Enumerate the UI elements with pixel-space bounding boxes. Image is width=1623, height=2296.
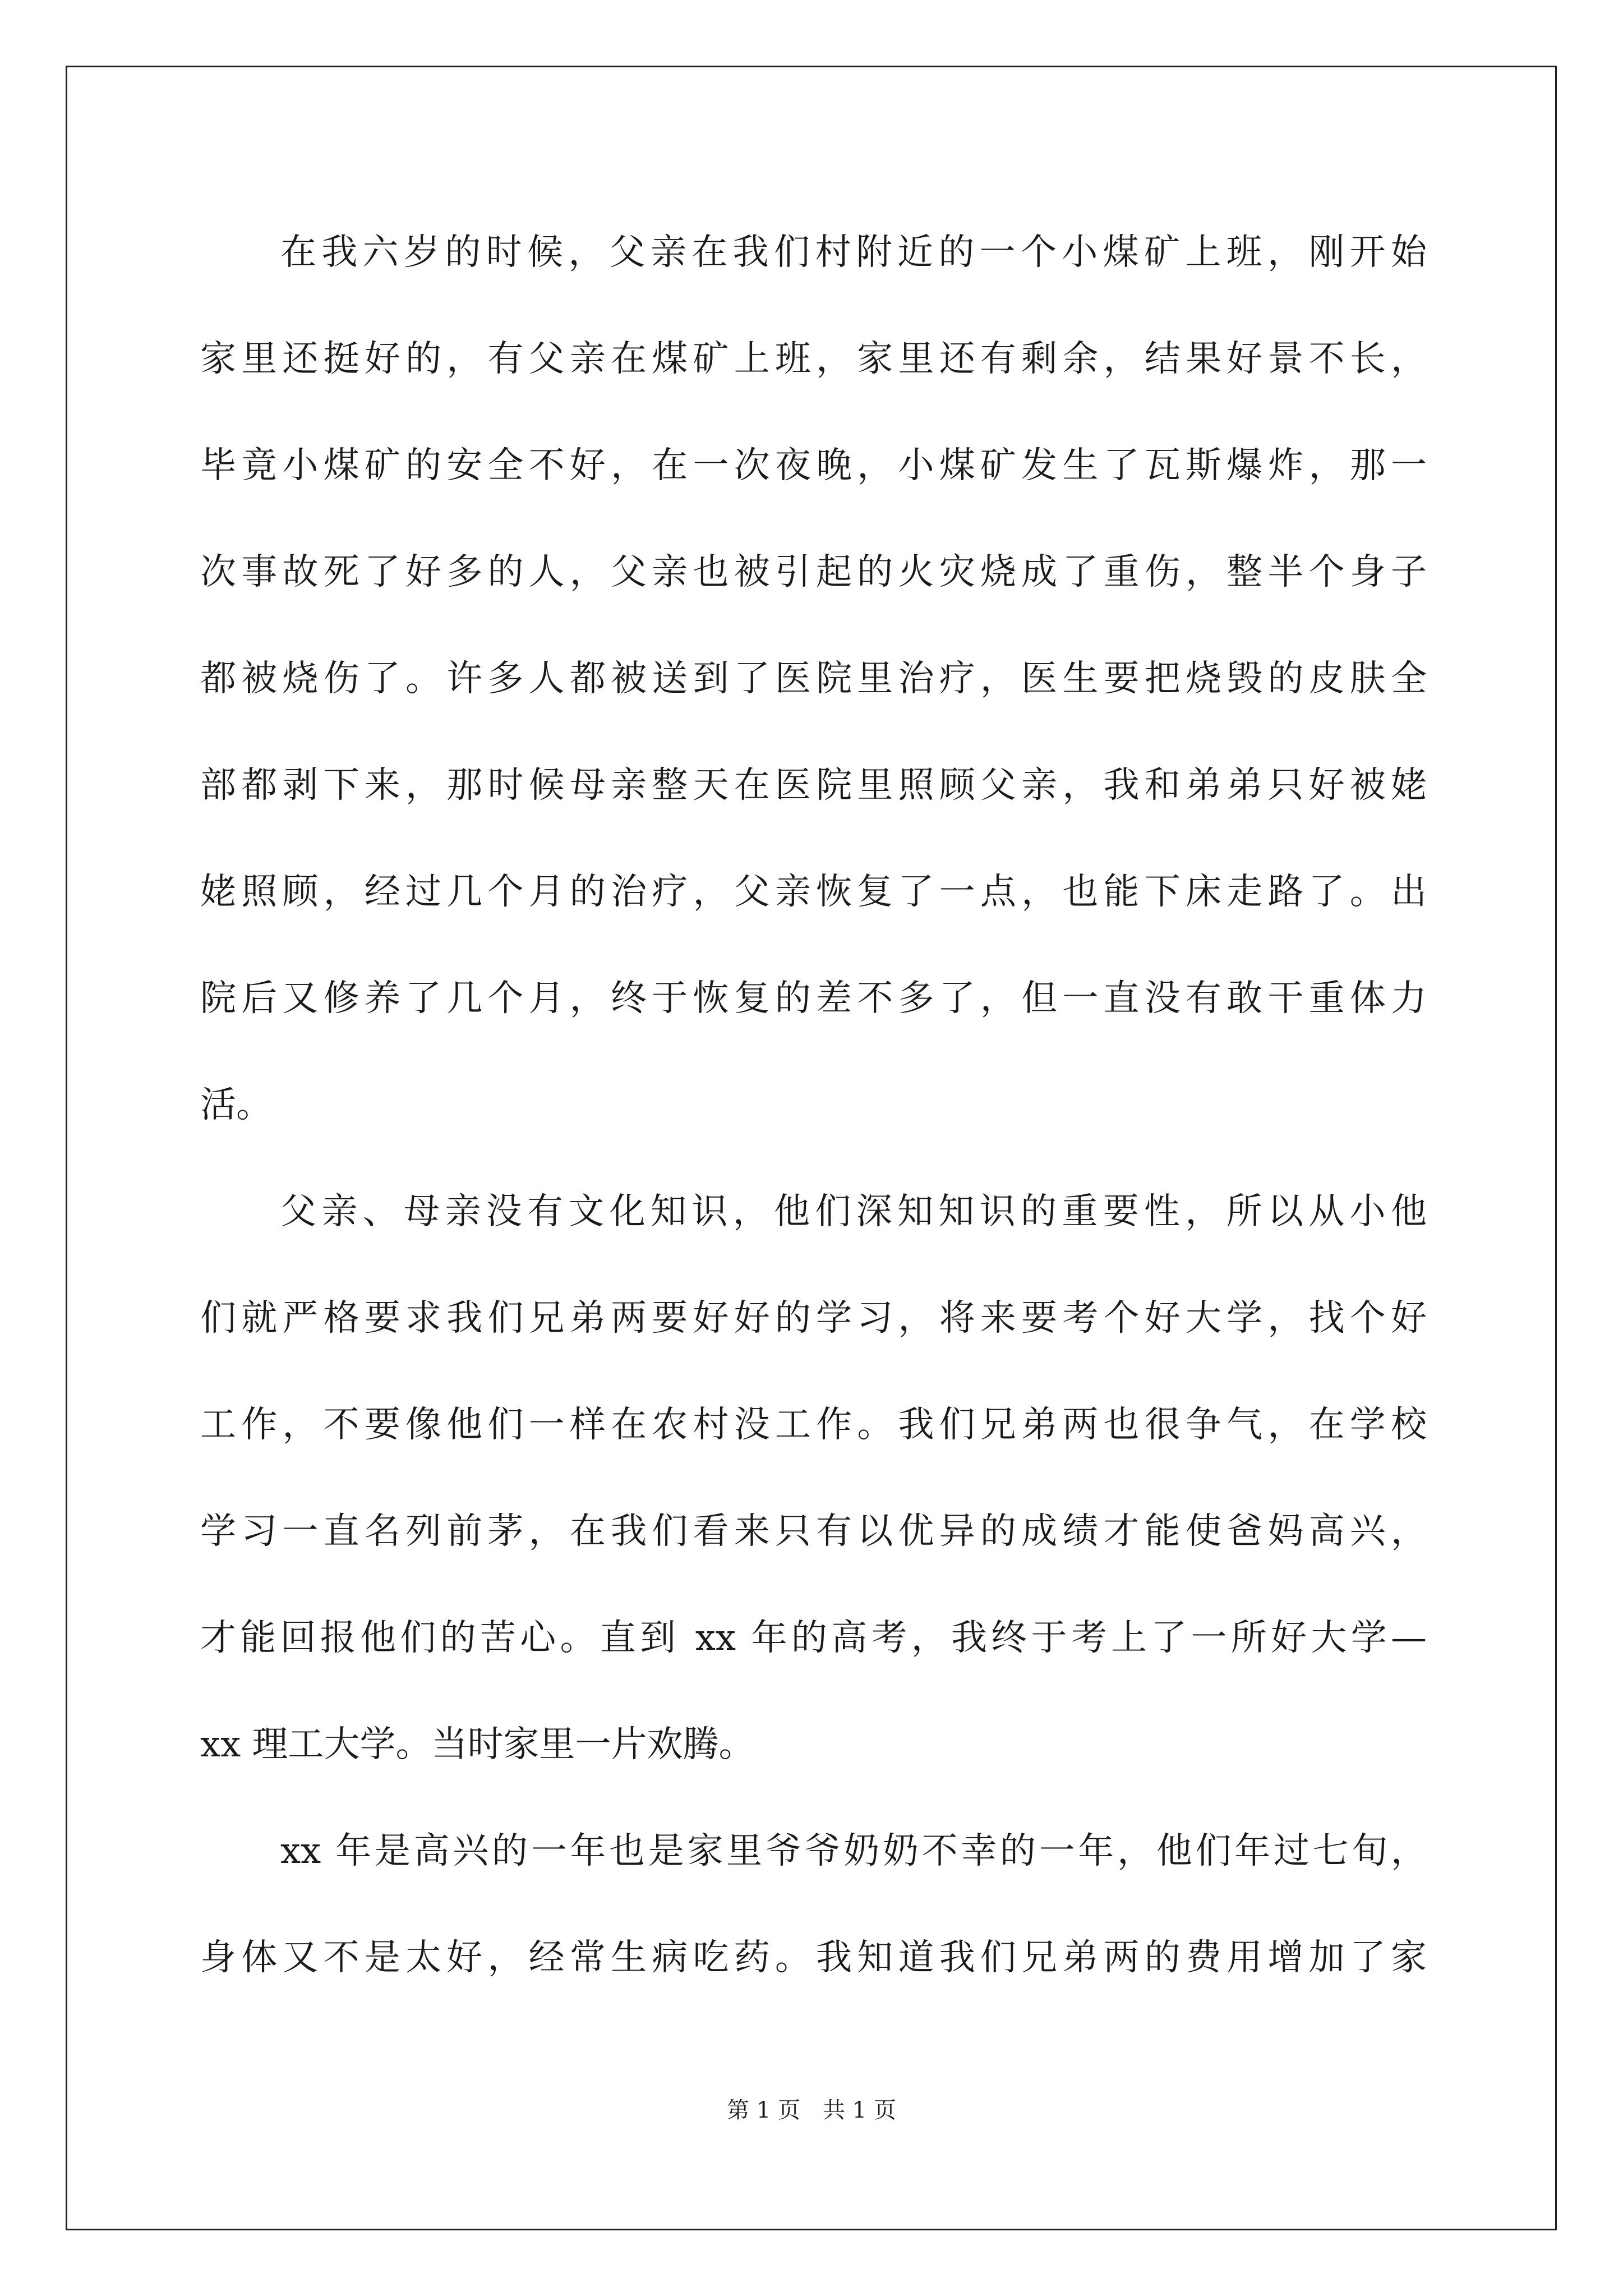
paragraph-1-line-3: 毕竟小煤矿的安全不好，在一次夜晚，小煤矿发生了瓦斯爆炸，那一 <box>200 445 1427 486</box>
paragraph-1-line-5: 都被烧伤了。许多人都被送到了医院里治疗，医生要把烧毁的皮肤全 <box>200 658 1427 700</box>
paragraph-2-line-4: 学习一直名列前茅，在我们看来只有以优异的成绩才能使爸妈高兴， <box>200 1511 1427 1552</box>
paragraph-1-line-2: 家里还挺好的，有父亲在煤矿上班，家里还有剩余，结果好景不长， <box>200 338 1427 380</box>
paragraph-2-line-1: 父亲、母亲没有文化知识，他们深知知识的重要性，所以从小他 <box>280 1191 1427 1232</box>
paragraph-2-line-6: xx 理工大学。当时家里一片欢腾。 <box>200 1724 755 1765</box>
page-border <box>66 66 1557 2230</box>
paragraph-1-line-1: 在我六岁的时候，父亲在我们村附近的一个小煤矿上班，刚开始 <box>280 232 1427 273</box>
page-footer: 第 1 页 共 1 页 <box>727 2097 896 2123</box>
paragraph-3-line-2: 身体又不是太好，经常生病吃药。我知道我们兄弟两的费用增加了家 <box>200 1937 1427 1978</box>
paragraph-1-line-9: 活。 <box>200 1084 272 1126</box>
paragraph-2-line-2: 们就严格要求我们兄弟两要好好的学习，将来要考个好大学，找个好 <box>200 1297 1427 1339</box>
paragraph-1-line-7: 姥照顾，经过几个月的治疗，父亲恢复了一点，也能下床走路了。出 <box>200 871 1427 913</box>
paragraph-3-line-1: xx 年是高兴的一年也是家里爷爷奶奶不幸的一年，他们年过七旬， <box>280 1830 1427 1872</box>
paragraph-1-line-4: 次事故死了好多的人，父亲也被引起的火灾烧成了重伤，整半个身子 <box>200 551 1427 593</box>
paragraph-2-line-5: 才能回报他们的苦心。直到 xx 年的高考，我终于考上了一所好大学— <box>200 1617 1427 1659</box>
paragraph-2-line-3: 工作，不要像他们一样在农村没工作。我们兄弟两也很争气，在学校 <box>200 1404 1427 1446</box>
paragraph-1-line-6: 部都剥下来，那时候母亲整天在医院里照顾父亲，我和弟弟只好被姥 <box>200 765 1427 806</box>
paragraph-1-line-8: 院后又修养了几个月，终于恢复的差不多了，但一直没有敢干重体力 <box>200 978 1427 1019</box>
